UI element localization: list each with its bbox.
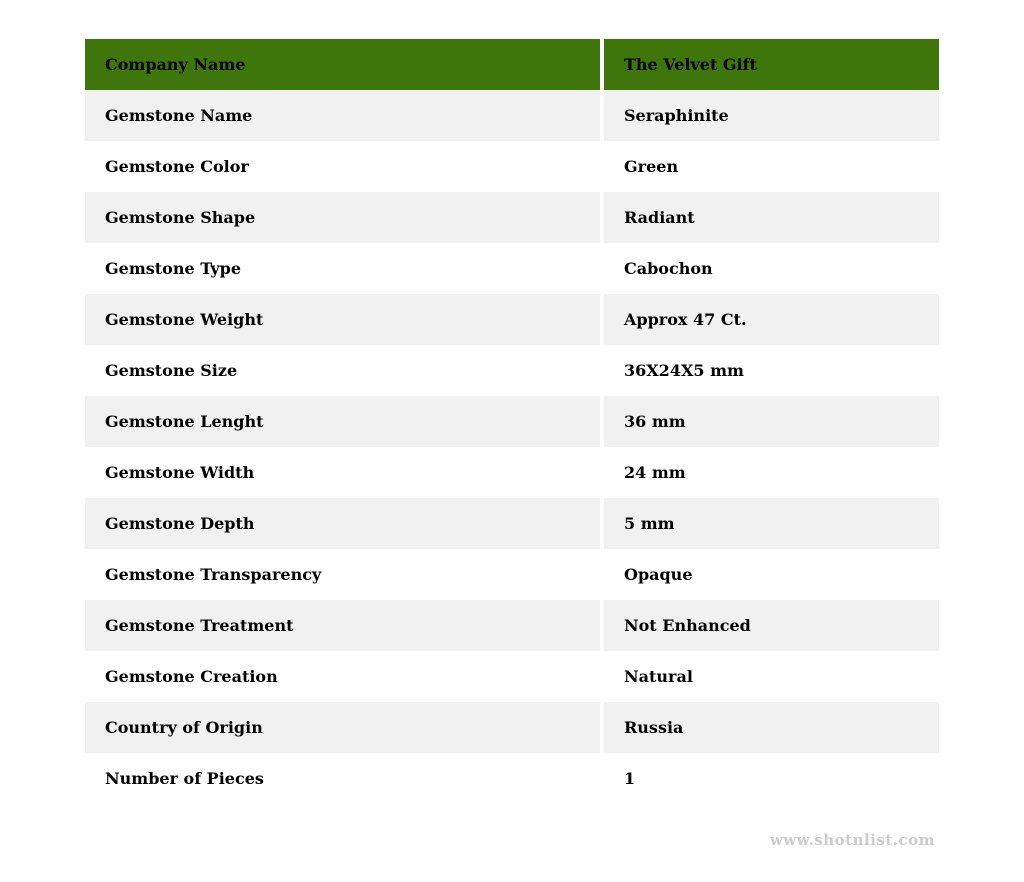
row-value: Natural [604,651,939,702]
table-row [85,651,939,702]
row-label: Gemstone Depth [85,498,600,549]
row-value: Approx 47 Ct. [604,294,939,345]
row-label: Gemstone Size [85,345,600,396]
row-label: Gemstone Lenght [85,396,600,447]
row-value: Russia [604,702,939,753]
row-value: Not Enhanced [604,600,939,651]
table-row [85,345,939,396]
row-label: Gemstone Transparency [85,549,600,600]
table-row [85,396,939,447]
table-row [85,549,939,600]
row-value: Seraphinite [604,90,939,141]
row-label: Gemstone Shape [85,192,600,243]
table-row [85,294,939,345]
table-row [85,600,939,651]
row-label: Gemstone Treatment [85,600,600,651]
table-row [85,753,939,804]
row-label: Gemstone Name [85,90,600,141]
row-value: 1 [604,753,939,804]
table-row [85,702,939,753]
row-value: Opaque [604,549,939,600]
row-label: Gemstone Width [85,447,600,498]
table-row [85,192,939,243]
row-label: Number of Pieces [85,753,600,804]
header-value-cell: The Velvet Gift [604,39,939,90]
table-row [85,141,939,192]
row-value: Cabochon [604,243,939,294]
row-label: Gemstone Weight [85,294,600,345]
table-row [85,243,939,294]
table-row [85,447,939,498]
gemstone-spec-table [85,39,939,804]
row-label: Gemstone Type [85,243,600,294]
table-header-row [85,39,939,90]
row-value: Radiant [604,192,939,243]
row-label: Gemstone Creation [85,651,600,702]
row-value: 36 mm [604,396,939,447]
row-value: Green [604,141,939,192]
row-value: 24 mm [604,447,939,498]
row-label: Country of Origin [85,702,600,753]
header-label-cell: Company Name [85,39,600,90]
row-label: Gemstone Color [85,141,600,192]
row-value: 5 mm [604,498,939,549]
row-value: 36X24X5 mm [604,345,939,396]
table-row [85,90,939,141]
table-row [85,498,939,549]
watermark-text: www.shotnlist.com [769,831,935,849]
